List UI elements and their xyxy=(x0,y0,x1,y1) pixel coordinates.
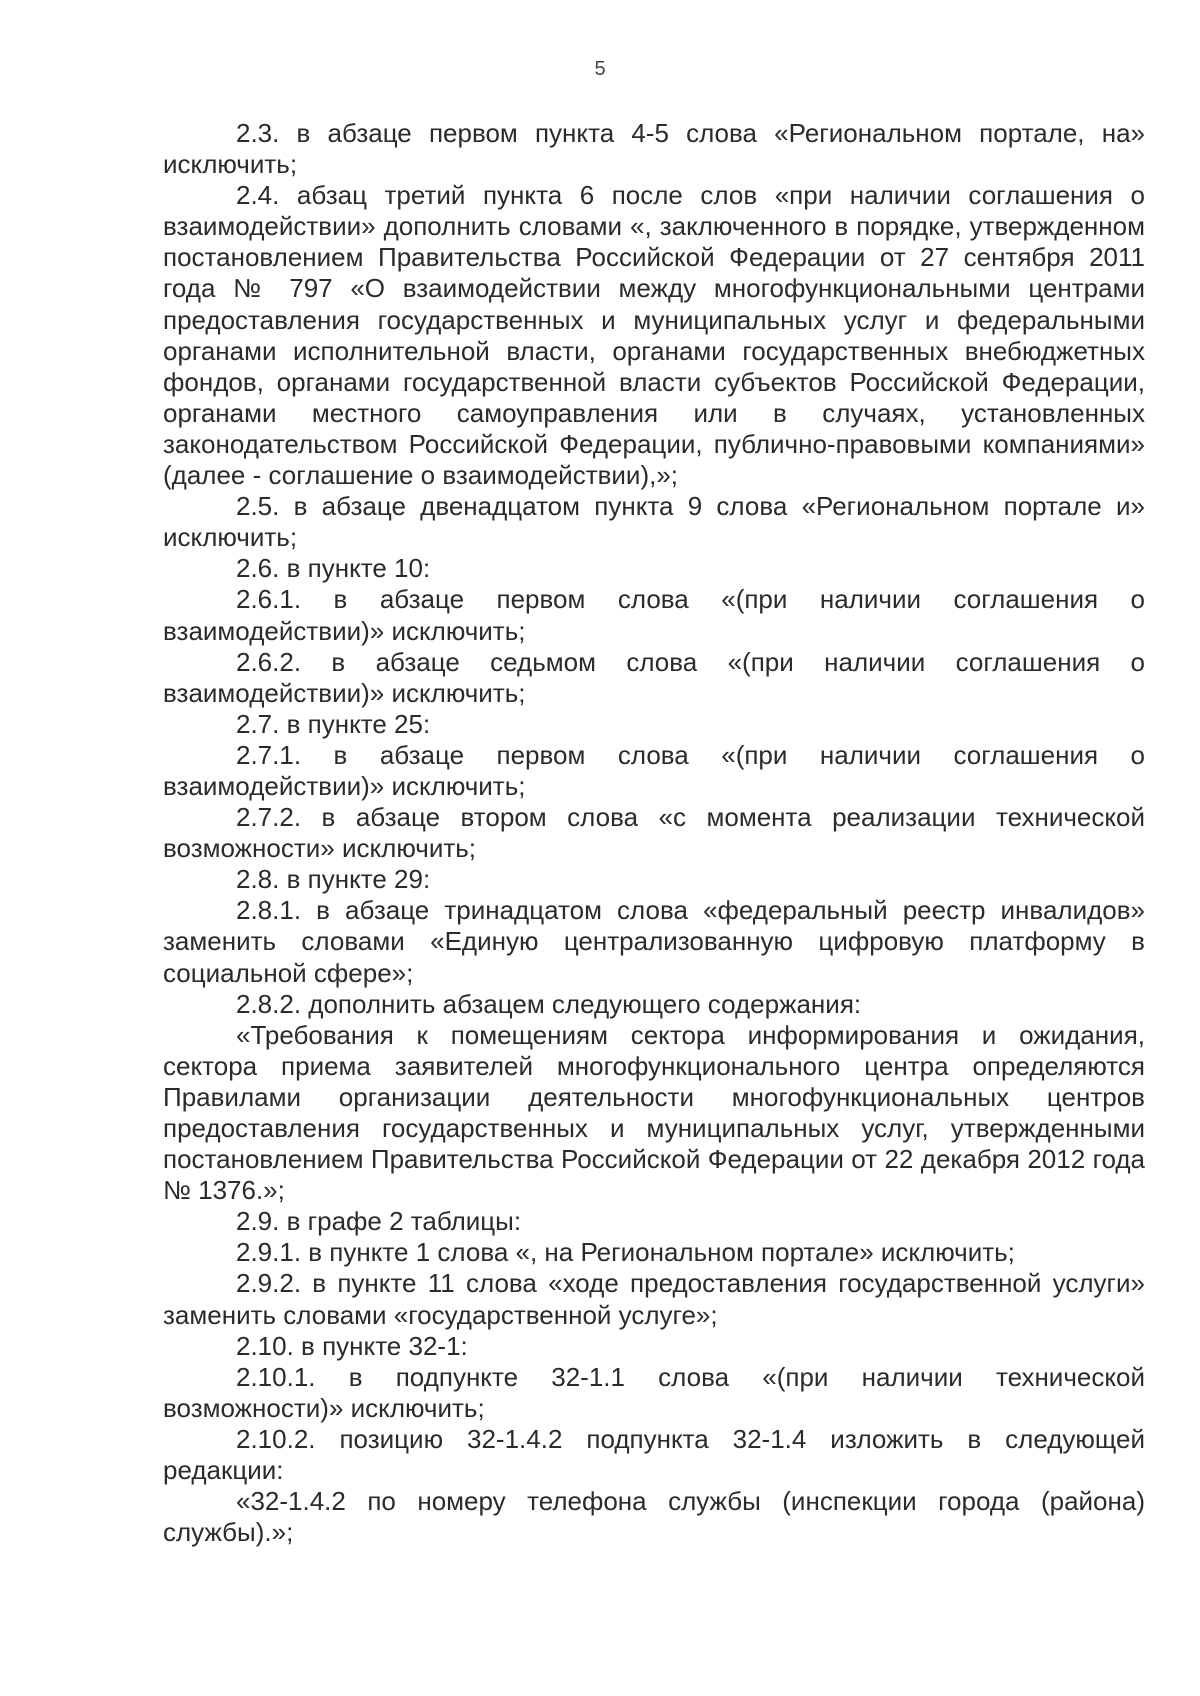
page-number: 5 xyxy=(594,58,606,80)
paragraph-2-7-2: 2.7.2. в абзаце втором слова «с момента реализации технической возможности» исключить; xyxy=(163,802,1145,864)
paragraph-2-9-2: 2.9.2. в пункте 11 слова «ходе предоставления государственной услуги» заменить словами «государственной услуге»; xyxy=(163,1268,1145,1330)
paragraph-2-3: 2.3. в абзаце первом пункта 4-5 слова «Региональном портале, на» исключить; xyxy=(163,118,1145,180)
paragraph-2-9-1: 2.9.1. в пункте 1 слова «, на Региональном портале» исключить; xyxy=(236,1237,1015,1268)
paragraph-2-10-1: 2.10.1. в подпункте 32-1.1 слова «(при наличии технической возможности)» исключить; xyxy=(163,1361,1145,1423)
document-body xyxy=(163,118,1145,1548)
paragraph-2-4: 2.4. абзац третий пункта 6 после слов «при наличии соглашения о взаимодействии» дополнить словами «, заключенного в порядке, утвержденном постановлением Правительства Российской Федерации от 27 сентября 2011 года № 797 «О взаимодействии между многофункциональными центрами предоставления государственных и муниципальных услуг и федеральными органами исполнительной власти, органами государственных внебюджетных фондов, органами государственной власти субъектов Российской Федерации, органами местного самоуправления или в случаях, установленных законодательством Российской Федерации, публично-правовыми компаниями» (далее - соглашение о взаимодействии),»; xyxy=(163,180,1145,491)
paragraph-2-10-2: 2.10.2. позицию 32-1.4.2 подпункта 32-1.4 изложить в следующей редакции: xyxy=(163,1423,1145,1486)
paragraph-2-7-1: 2.7.1. в абзаце первом слова «(при наличии соглашения о взаимодействии)» исключить; xyxy=(163,739,1145,801)
paragraph-2-8-1: 2.8.1. в абзаце тринадцатом слова «федеральный реестр инвалидов» заменить словами «Единую централизованную цифровую платформу в социальной сфере»; xyxy=(163,895,1145,988)
paragraph-2-8: 2.8. в пункте 29: xyxy=(236,864,431,895)
paragraph-2-6-2: 2.6.2. в абзаце седьмом слова «(при наличии соглашения о взаимодействии)» исключить; xyxy=(163,646,1145,708)
paragraph-2-7: 2.7. в пункте 25: xyxy=(236,708,431,739)
paragraph-2-10: 2.10. в пункте 32-1: xyxy=(236,1330,468,1361)
paragraph-quoted-32-1-4-2: «32-1.4.2 по номеру телефона службы (инспекции города (района) службы).»; xyxy=(163,1486,1145,1548)
paragraph-2-6: 2.6. в пункте 10: xyxy=(236,553,431,584)
paragraph-2-9: 2.9. в графе 2 таблицы: xyxy=(236,1206,522,1237)
paragraph-quoted-requirements: «Требования к помещениям сектора информирования и ожидания, сектора приема заявителей многофункционального центра определяются Правилами организации деятельности многофункциональных центров предоставления государственных и муниципальных услуг, утвержденными постановлением Правительства Российской Федерации от 22 декабря 2012 года № 1376.»; xyxy=(163,1019,1145,1206)
paragraph-2-5: 2.5. в абзаце двенадцатом пункта 9 слова «Региональном портале и» исключить; xyxy=(163,491,1145,553)
paragraph-2-6-1: 2.6.1. в абзаце первом слова «(при наличии соглашения о взаимодействии)» исключить; xyxy=(163,584,1145,646)
paragraph-2-8-2: 2.8.2. дополнить абзацем следующего содержания: xyxy=(236,988,862,1019)
